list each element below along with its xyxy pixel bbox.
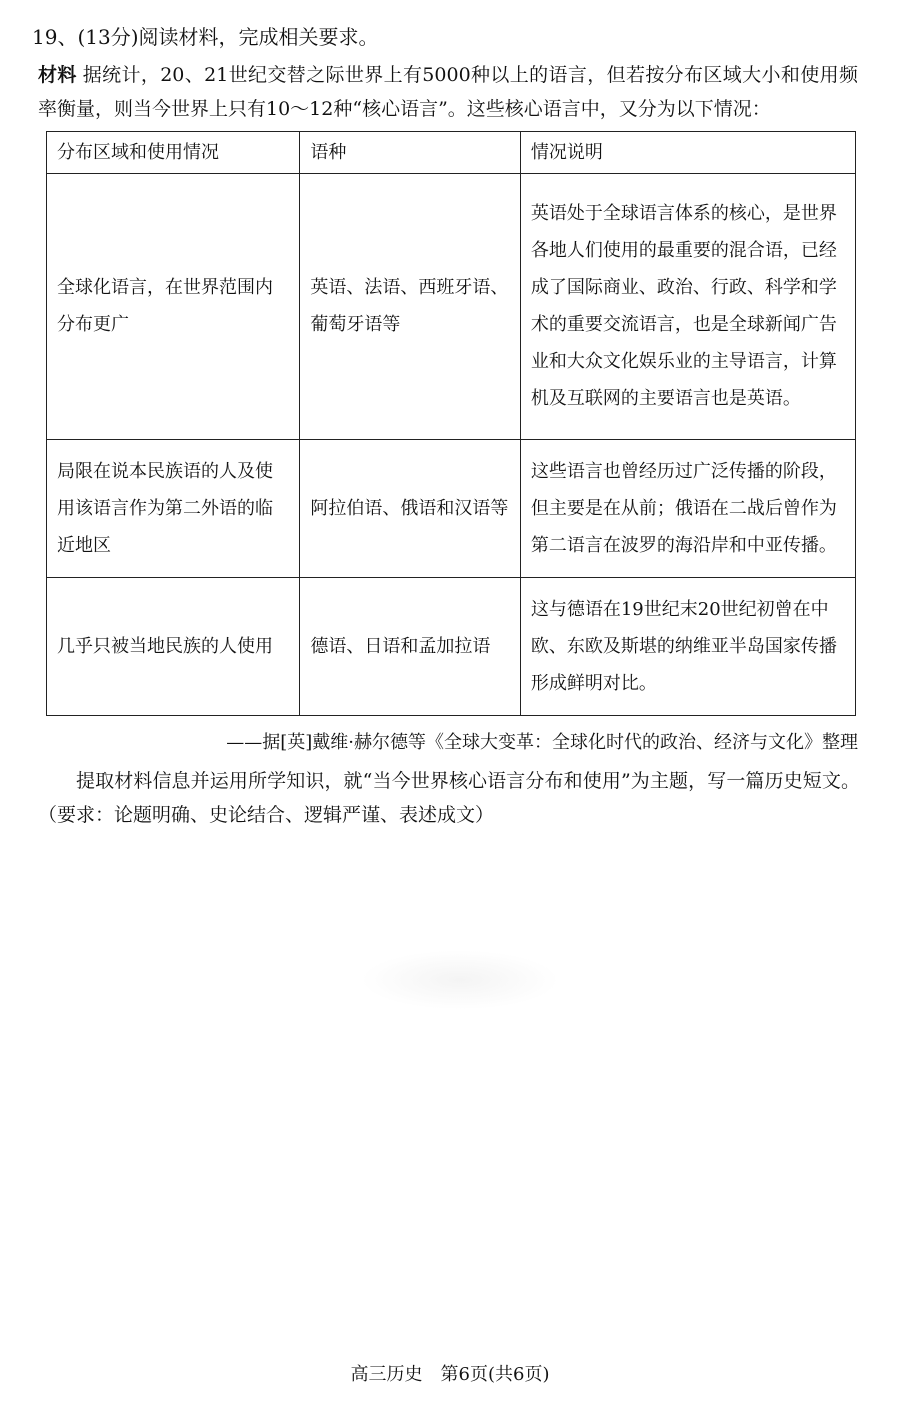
material-paragraph — [38, 58, 858, 126]
table-header-note: 情况说明 — [520, 132, 855, 174]
question-title: 19、(13分)阅读材料，完成相关要求。 — [32, 25, 379, 49]
material-label: 材料 — [38, 64, 77, 86]
cell-note: 英语处于全球语言体系的核心，是世界各地人们使用的最重要的混合语，已经成了国际商业、政治、行政、科学和学术的重要交流语言，也是全球新闻广告业和大众文化娱乐业的主导语言，计算机及互联网的主要语言也是英语。 — [520, 174, 855, 440]
table-row — [47, 174, 856, 440]
table-header-languages: 语种 — [300, 132, 520, 174]
table-row — [47, 577, 856, 715]
cell-note: 这些语言也曾经历过广泛传播的阶段，但主要是在从前；俄语在二战后曾作为第二语言在波罗的海沿岸和中亚传播。 — [520, 439, 855, 577]
faint-watermark — [360, 950, 560, 1010]
material-text: 据统计，20、21世纪交替之际世界上有5000种以上的语言，但若按分布区域大小和使用频率衡量，则当今世界上只有10～12种“核心语言”。这些核心语言中，又分为以下情况： — [38, 64, 858, 120]
table-header-distribution: 分布区域和使用情况 — [47, 132, 300, 174]
core-language-table — [46, 131, 856, 716]
page-footer: 高三历史 第6页(共6页) — [350, 1364, 550, 1385]
table-header-row — [47, 132, 856, 174]
cell-languages: 德语、日语和孟加拉语 — [300, 577, 520, 715]
cell-note: 这与德语在19世纪末20世纪初曾在中欧、东欧及斯堪的纳维亚半岛国家传播形成鲜明对比。 — [520, 577, 855, 715]
cell-languages: 阿拉伯语、俄语和汉语等 — [300, 439, 520, 577]
source-citation: ——据[英]戴维·赫尔德等《全球大变革：全球化时代的政治、经济与文化》整理 — [226, 732, 858, 753]
cell-distribution: 几乎只被当地民族的人使用 — [47, 577, 300, 715]
task-instruction: 提取材料信息并运用所学知识，就“当今世界核心语言分布和使用”为主题，写一篇历史短文。（要求：论题明确、史论结合、逻辑严谨、表述成文） — [38, 770, 860, 826]
cell-languages: 英语、法语、西班牙语、葡萄牙语等 — [300, 174, 520, 440]
table-row — [47, 439, 856, 577]
cell-distribution: 全球化语言，在世界范围内分布更广 — [47, 174, 300, 440]
cell-distribution: 局限在说本民族语的人及使用该语言作为第二外语的临近地区 — [47, 439, 300, 577]
